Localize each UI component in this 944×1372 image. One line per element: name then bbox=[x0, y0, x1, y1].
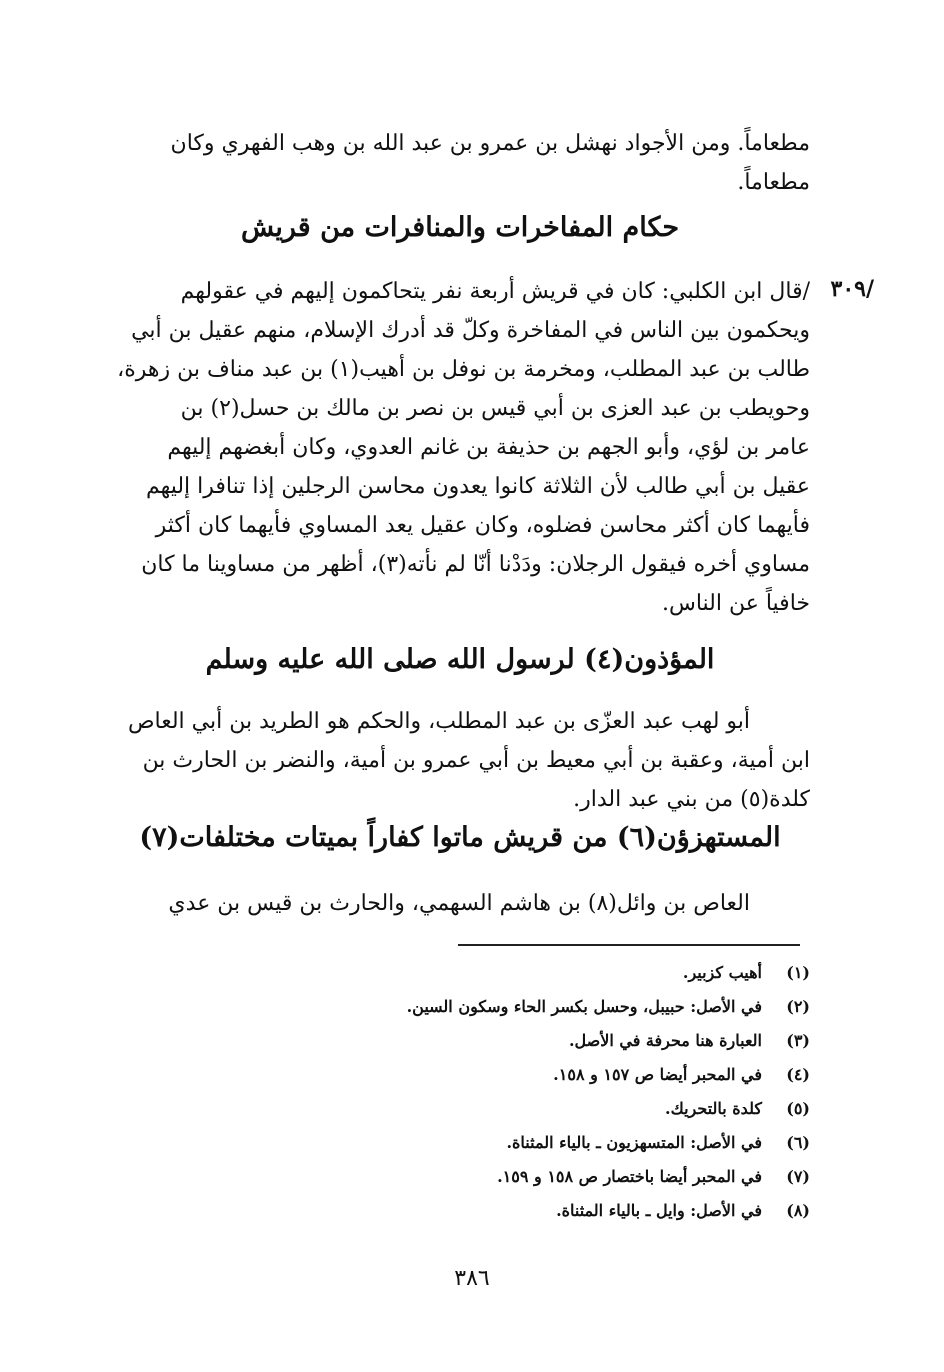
text-line: /قال ابن الكلبي: كان في قريش أربعة نفر يتحاكمون إليهم في عقولهم bbox=[180, 279, 810, 304]
footnote-number: (٣) bbox=[786, 1031, 810, 1050]
text-line: العاص بن وائل(٨) بن هاشم السهمي، والحارث بن قيس بن عدي bbox=[168, 891, 750, 916]
footnote-number: (٥) bbox=[786, 1099, 810, 1118]
footnote bbox=[330, 1194, 810, 1228]
text-line: خافياً عن الناس. bbox=[661, 591, 810, 616]
footnote bbox=[330, 956, 810, 990]
footnotes bbox=[330, 956, 810, 1228]
text-line: مساوي أخره فيقول الرجلان: ودَدْنا أنّا لم نأته(٣)، أظهر من مساوينا ما كان bbox=[141, 552, 810, 577]
text-line: أبو لهب عبد العزّى بن عبد المطلب، والحكم هو الطريد بن أبي العاص bbox=[127, 709, 750, 734]
footnote bbox=[330, 1058, 810, 1092]
footnote-text: العبارة هنا محرفة في الأصل. bbox=[568, 1031, 762, 1050]
text-line: مطعاماً. bbox=[737, 170, 810, 195]
text-line: وحويطب بن عبد العزى بن أبي قيس بن نصر بن مالك بن حسل(٢) بن bbox=[180, 396, 810, 421]
page-number: ٣٨٦ bbox=[454, 1266, 490, 1291]
footnote bbox=[330, 1126, 810, 1160]
section-title-mockers: المستهزؤن(٦) من قريش ماتوا كفاراً بميتات مختلفات(٧) bbox=[139, 822, 781, 853]
margin-page-reference: /٣٠٩ bbox=[830, 276, 874, 302]
text-line: عامر بن لؤي، وأبو الجهم بن حذيفة بن غانم العدوي، وكان أبغضهم إليهم bbox=[167, 435, 810, 460]
footnote-text: أهيب كزبير. bbox=[682, 963, 762, 982]
footnote-divider bbox=[458, 944, 800, 946]
footnote-number: (٤) bbox=[786, 1065, 810, 1084]
text-line: فأيهما كان أكثر محاسن فضلوه، وكان عقيل يعد المساوي فأيهما كان أكثر bbox=[155, 513, 810, 538]
text-line: كلدة(٥) من بني عبد الدار. bbox=[573, 787, 810, 812]
text-line: ابن أمية، وعقبة بن أبي معيط بن أبي عمرو بن أمية، والنضر بن الحارث بن bbox=[142, 748, 810, 773]
muadhin-paragraph bbox=[110, 702, 810, 819]
footnote-number: (٦) bbox=[786, 1133, 810, 1152]
footnote bbox=[330, 1160, 810, 1194]
footnote-number: (٨) bbox=[786, 1201, 810, 1220]
footnote-number: (٢) bbox=[786, 997, 810, 1016]
mockers-paragraph bbox=[110, 884, 810, 923]
footnote-text: في المحبر أيضا باختصار ص ١٥٨ و ١٥٩. bbox=[497, 1167, 762, 1186]
footnote bbox=[330, 1092, 810, 1126]
footnote bbox=[330, 1024, 810, 1058]
footnote-text: في المحبر أيضا ص ١٥٧ و ١٥٨. bbox=[553, 1065, 762, 1084]
opening-paragraph bbox=[110, 124, 810, 202]
text-line: طالب بن عبد المطلب، ومخرمة بن نوفل بن أهيب(١) بن عبد مناف بن زهرة، bbox=[117, 357, 810, 382]
text-line: مطعاماً. ومن الأجواد نهشل بن عمرو بن عبد الله بن وهب الفهري وكان bbox=[170, 131, 810, 156]
footnote-text: في الأصل: وايل ـ بالياء المثناة. bbox=[556, 1201, 762, 1220]
footnote-text: كلدة بالتحريك. bbox=[665, 1099, 762, 1118]
section-title-muadhin: المؤذون(٤) لرسول الله صلى الله عليه وسلم bbox=[205, 644, 715, 675]
footnote-text: في الأصل: حبيبل، وحسل بكسر الحاء وسكون السين. bbox=[406, 997, 762, 1016]
footnote-number: (٧) bbox=[786, 1167, 810, 1186]
footnote-text: في الأصل: المتسهزيون ـ بالياء المثناة. bbox=[506, 1133, 762, 1152]
arbitrators-paragraph bbox=[110, 272, 810, 623]
text-line: عقيل بن أبي طالب لأن الثلاثة كانوا يعدون محاسن الرجلين إذا تنافرا إليهم bbox=[145, 474, 810, 499]
footnote bbox=[330, 990, 810, 1024]
text-line: ويحكمون بين الناس في المفاخرة وكلّ قد أدرك الإسلام، منهم عقيل بن أبي bbox=[131, 318, 810, 343]
section-title-arbitrators: حكام المفاخرات والمنافرات من قريش bbox=[240, 212, 680, 243]
footnote-number: (١) bbox=[786, 963, 810, 982]
